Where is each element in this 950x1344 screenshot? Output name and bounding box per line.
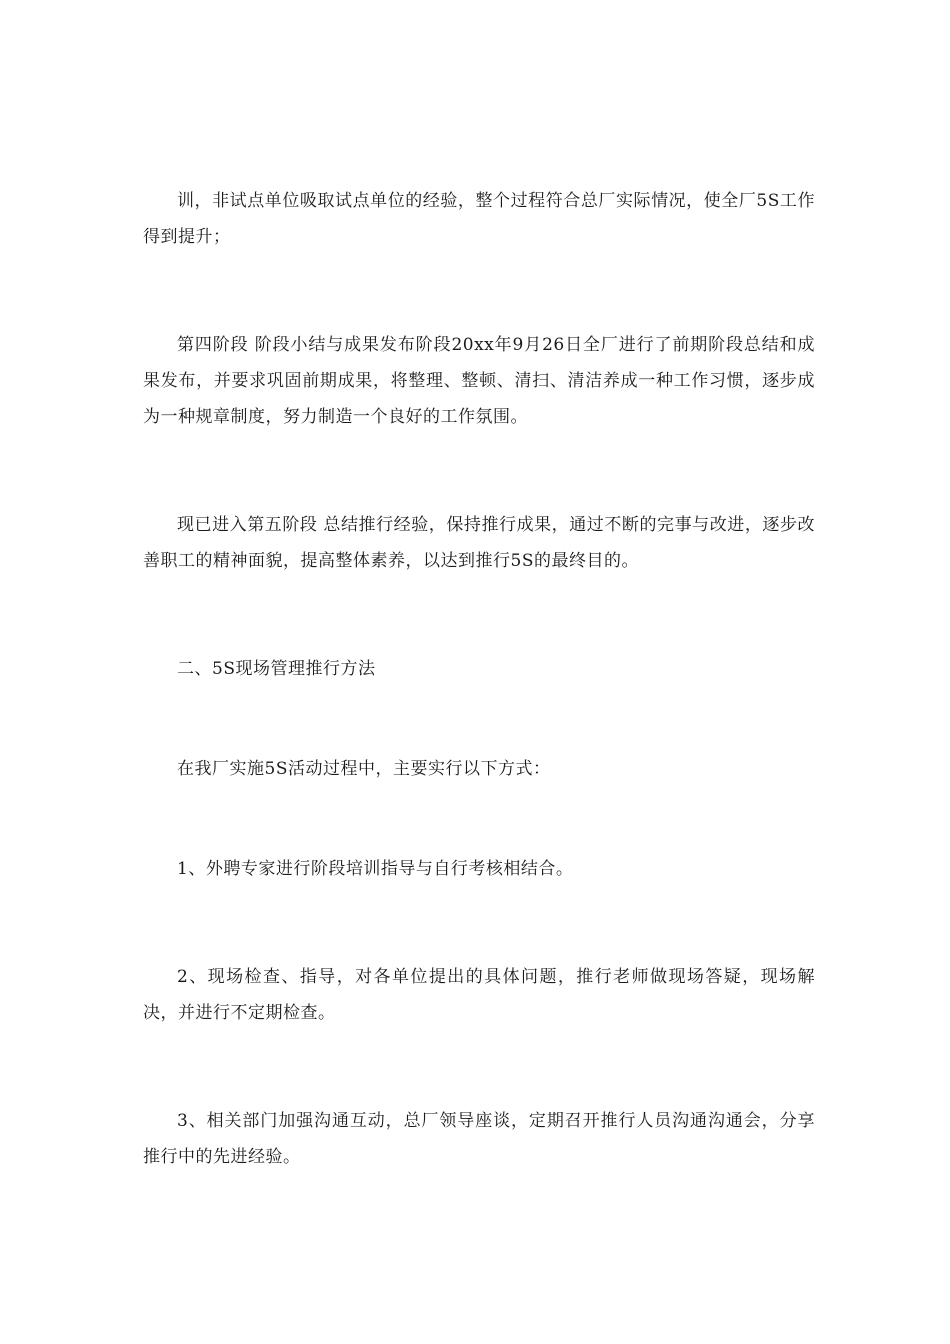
paragraph-stage-four: 第四阶段 阶段小结与成果发布阶段20xx年9月26日全厂进行了前期阶段总结和成果发布，并要求巩固前期成果，将整理、整顿、清扫、清洁养成一种工作习惯，逐步成为一种规章制度，努力制造一个良好的工作氛围。 xyxy=(143,335,815,427)
paragraph-methods-intro: 在我厂实施5S活动过程中，主要实行以下方式： xyxy=(177,759,551,779)
list-item-method-3: 3、相关部门加强沟通互动，总厂领导座谈，定期召开推行人员沟通沟通会，分享推行中的先进经验。 xyxy=(143,1111,815,1167)
list-item-method-1: 1、外聘专家进行阶段培训指导与自行考核相结合。 xyxy=(177,859,574,879)
paragraph-training-continuation: 训，非试点单位吸取试点单位的经验，整个过程符合总厂实际情况，使全厂5S工作得到提升； xyxy=(143,191,815,247)
section-heading-methods: 二、5S现场管理推行方法 xyxy=(177,659,376,679)
list-item-method-2: 2、现场检查、指导，对各单位提出的具体问题，推行老师做现场答疑，现场解决，并进行不定期检查。 xyxy=(143,967,815,1023)
paragraph-stage-five: 现已进入第五阶段 总结推行经验，保持推行成果，通过不断的完事与改进，逐步改善职工的精神面貌，提高整体素养，以达到推行5S的最终目的。 xyxy=(143,515,815,571)
